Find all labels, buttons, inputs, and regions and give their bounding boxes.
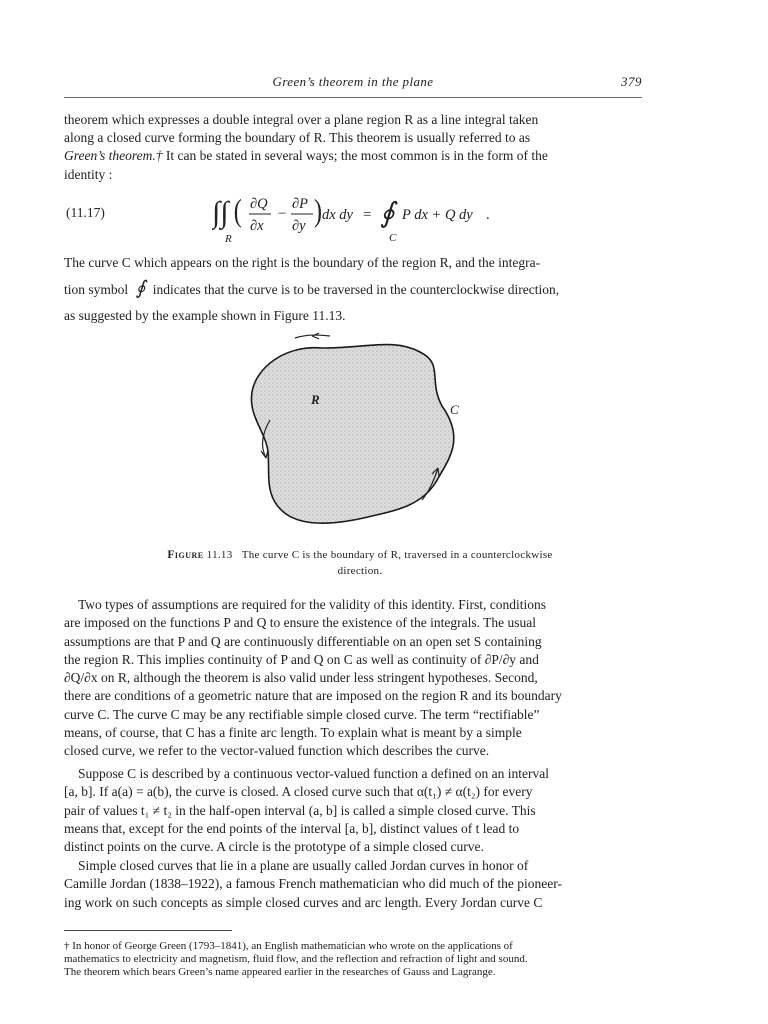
- footnote-line: † In honor of George Green (1793–1841), an English mathematician who wrote on the applications of: [64, 940, 513, 952]
- running-head-title: Green’s theorem in the plane: [272, 74, 434, 89]
- svg-text:(: (: [233, 193, 242, 229]
- text-line: distinct points on the curve. A circle is the prototype of a simple closed curve.: [64, 839, 484, 855]
- text-line: Camille Jordan (1838–1922), a famous French mathematician who did much of the pioneer-: [64, 876, 562, 892]
- figure-caption: Figure 11.13 The curve C is the boundary of R, traversed in a counterclockwise direction.: [167, 549, 553, 577]
- paragraph-jordan-curves: [64, 857, 642, 912]
- text-line: are imposed on the functions P and Q to ensure the existence of the integrals. The usual: [64, 615, 536, 631]
- footnote-rule: [64, 930, 232, 931]
- text-line: curve C. The curve C may be any rectifiable simple closed curve. The term “rectifiable”: [64, 706, 540, 722]
- footnote-line: mathematics to electricity and magnetism, fluid flow, and the reflection and refraction of light and sound.: [64, 953, 528, 966]
- svg-text:∂Q: ∂Q: [250, 196, 268, 212]
- svg-text:C: C: [389, 232, 397, 244]
- text-line: The curve C which appears on the right is the boundary of the region R, and the integra-: [64, 255, 541, 270]
- svg-text:P dx + Q dy: P dx + Q dy: [402, 207, 473, 223]
- figure-region-diagram: [244, 330, 484, 540]
- equation-label: (11.17): [66, 205, 105, 220]
- text-line: pair of values t₁ ≠ t₂ in the half-open interval (a, b] is called a simple closed curve. This: [64, 802, 536, 818]
- text-line: Green’s theorem.† It can be stated in several ways; the most common is in the form of the: [64, 148, 548, 164]
- svg-text:): ): [314, 193, 322, 229]
- svg-text:−: −: [278, 206, 287, 222]
- text-line: identity :: [64, 166, 113, 182]
- svg-text:R: R: [225, 233, 232, 245]
- text-line: along a closed curve forming the boundary of R. This theorem is usually referred to as: [64, 130, 531, 146]
- svg-text:∮: ∮: [380, 198, 395, 229]
- curve-label: C: [450, 402, 459, 417]
- text-line: ∂Q/∂x on R, although the theorem is also valid under less stringent hypotheses. Second,: [64, 670, 538, 686]
- text-line: theorem which expresses a double integral over a plane region R as a line integral taken: [64, 112, 539, 127]
- header-rule: [64, 97, 642, 98]
- paragraph-assumptions: [64, 596, 642, 761]
- svg-text:∂x: ∂x: [250, 218, 264, 234]
- contour-integral-icon: ∮: [135, 278, 146, 299]
- page-number: 379: [621, 74, 642, 89]
- svg-text:=: =: [363, 207, 372, 223]
- region-label: R: [311, 392, 320, 407]
- text-line: the region R. This implies continuity of P and Q on C as well as continuity of ∂P/∂y and: [64, 651, 539, 667]
- text-line: ing work on such concepts as simple closed curves and arc length. Every Jordan curve C: [64, 894, 543, 910]
- running-head: [64, 74, 642, 96]
- text-line: Two types of assumptions are required for the validity of this identity. First, conditions: [78, 597, 546, 612]
- svg-text:∫∫: ∫∫: [212, 196, 229, 229]
- text-line: means that, except for the end points of the interval [a, b], distinct values of t lead to: [64, 820, 520, 836]
- paragraph-closed-curve: [64, 765, 642, 856]
- text-line: assumptions are that P and Q are continuously differentiable on an open set S containing: [64, 633, 542, 649]
- footnote-line: The theorem which bears Green’s name appeared earlier in the researches of Gauss and Lagrange.: [64, 966, 496, 979]
- text-line: there are conditions of a geometric nature that are imposed on the region R and its boundary: [64, 688, 562, 704]
- svg-text:dx dy: dx dy: [322, 207, 353, 223]
- footnote: [64, 940, 648, 980]
- svg-text:.: .: [486, 207, 490, 223]
- text-line: Simple closed curves that lie in a plane are usually called Jordan curves in honor of: [78, 858, 529, 873]
- text-line: as suggested by the example shown in Figure 11.13.: [64, 308, 346, 323]
- paragraph-intro: [64, 111, 642, 184]
- region-boundary-curve: [251, 345, 453, 524]
- text-line: means, of course, that C has a finite arc length. To explain what is meant by a simple: [64, 725, 522, 741]
- figure-label: Figure: [167, 549, 204, 561]
- text-line: tion symbol ∮ indicates that the curve is to be traversed in the counterclockwise direction,: [64, 278, 560, 299]
- greens-theorem-equation: [212, 186, 502, 246]
- svg-text:∂y: ∂y: [292, 218, 306, 234]
- text-line: Suppose C is described by a continuous vector-valued function a defined on an interval: [78, 766, 549, 781]
- text-line: [a, b]. If a(a) = a(b), the curve is closed. A closed curve such that α(t₁) ≠ α(t₂) for every: [64, 784, 533, 800]
- paragraph-curve: [64, 250, 642, 329]
- text-line: closed curve, we refer to the vector-valued function which describes the curve.: [64, 743, 490, 759]
- svg-text:∂P: ∂P: [292, 196, 309, 212]
- greens-theorem-term: Green’s theorem.†: [64, 148, 163, 164]
